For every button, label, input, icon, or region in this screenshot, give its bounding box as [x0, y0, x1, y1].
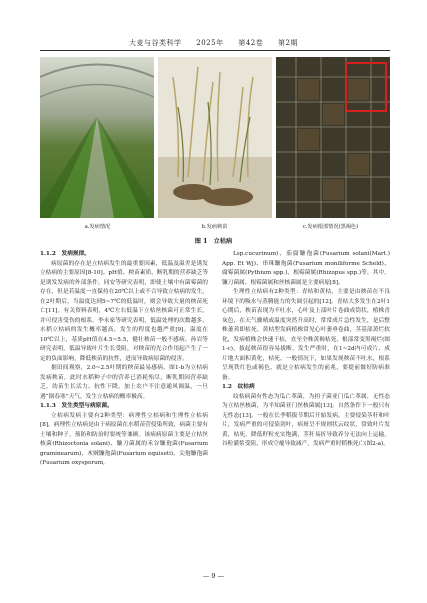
left-column — [40, 250, 208, 469]
journal-issue: 第2期 — [277, 39, 298, 47]
right-column — [222, 250, 390, 450]
body-paragraph: 病原菌的存在是立枯病发生的最重要因素，低温及温差是诱发立枯病的主要原因[8-10]。pH值、秧苗素质、断乳期的营养缺乏等是诱发发病的外部条件。同安等研究表明，即使土壤中有菌霉菌的存在，但是若温度一直保持在20℃以上或不合导致立枯病的发生，在2叶期后，当温度达到5~7℃的低温时，则会导致大量的秧苗死亡[11]。有关资料表明，4℃左右低温下立枯丝核菌可正常生长，并可侵害受伤的根系。李永家等研究表明，低温处理的次数越多，水稻立枯病的发生概率越高，发生的程度也越严重[9]。温度在10℃以上，基质pH值在4.5~5.5，健壮秧苗一般不感病。孙岩等研究表明，低温导致叶片生长受阻，对秧苗的光合作用起产生了一定的负面影响，降低秧苗的抗性，进而导致病原菌的侵害。 — [40, 260, 209, 362]
section-heading: 1.2 纹枯病 — [222, 384, 255, 390]
section-heading: 1.1.2 发病规律。 — [40, 251, 90, 257]
body-paragraph: 生理性立枯病有2种类型：青枯和黄枯，主要是由秧苗在不良环境下的吸水与蒸腾能力的失调引起的[12]。青枯大多发生在2叶1心期后，秧苗表现为不吐水，心叶及上部叶片卷曲成筒状，植株青灰色，在天气骤晴或温度突然升高时，常常成片急性发生，是后整株萎蔫即枯死。黄枯型发病植株常见心叶萎垂卷曲，茎基部黄烂软化，发病植株会快速干枯，直至全株黄褐枯死，根部常变黑褐烂(图1-c)，拔起秧苗很容易拔断。发生严重时，在1~2d内可成片、成片地大面积黄化，枯死。一般情况下，如果发现秧苗不吐水，根系呈现铁红色或褐色，就是立枯病发生的前兆，要提前做好防病准备。 — [222, 289, 390, 381]
photo-a-field — [40, 57, 154, 218]
caption-c: c.发病根部情况(黑褐色) — [302, 224, 359, 230]
journal-year: 2025年 — [196, 39, 224, 47]
photo-c-roots — [276, 57, 390, 218]
section-heading: 1.1.3 发生类型与病原菌。 — [40, 403, 113, 409]
header-rule — [40, 50, 390, 51]
body-paragraph: 纹枯病菌有性态为瓜亡革菌，为担子菌亚门瓜亡革属，无性态为立枯丝核菌，为半知菌亚门丝核菌属[13]。自然条件下一般只有无性态[13]。一般在长季稻拔节期后开始发病，主要侵染茎秆和叶片，发病严重的可侵染剑叶，病斑呈不规则状云纹状，常致叶片发黄，枯死，降低籽粒充实饱满，茎秆易折导致养分无法向上运输，谷粒灌浆受阻，形成空瘪导致减产，发病严重时稻株死亡(图2-a)。 — [222, 393, 390, 447]
caption-b: b.发病秧苗 — [201, 224, 228, 230]
body-paragraph: 立枯病发病主要有2种类型：病理性立枯病和生理性立枯病[8]。病理性立枯病是由于病原菌在水稻苗营侵染所致，病菌主要有土壤和种子，预防和防治时要统等兼顾。该病病原菌主要是立枯丝核菌(Rhizoctonia solani)、镰刀菌属的禾谷镰孢菌(Fusarium graminearum)、木贼镰孢菌(Fusarium equiseti)、尖孢镰孢菌(Fusarium oxysporum, — [40, 412, 208, 466]
photo-b-seedlings — [158, 57, 272, 218]
body-paragraph: Lsp.cucurinum)、茄腐镰孢菌(Fusarium solani(Mart.) App. Et Wj)、串珠镰孢菌(Fusarium moniliforme Scheld)、腐霉菌属(Pythium spp.)、根霉菌属(Rhizopus spp.)等，其中，镰刀菌属、根霉菌属和丝核菌属是主要病原[8]。 — [222, 251, 390, 286]
figure-1 — [40, 57, 390, 218]
caption-a: a.发病情况 — [84, 224, 111, 230]
figure-title: 图 1 立枯病 — [194, 238, 233, 245]
page-number: — 9 — — [202, 572, 225, 580]
journal-name: 大麦与谷类科学 — [129, 39, 182, 47]
running-header — [0, 38, 427, 48]
body-paragraph: 据田间观察，2.0~2.5叶期的秧苗最易感病，图1-b为立枯病发病秧苗。此时水稻种子中的营养已消耗殆尽，断乳期因营养缺乏，幼苗生长活力、抗性下降，加上农户不注意通风调温，一旦遇“倒春寒”天气，发生立枯病的概率极高。 — [40, 365, 208, 400]
journal-volume: 第42卷 — [238, 39, 264, 47]
